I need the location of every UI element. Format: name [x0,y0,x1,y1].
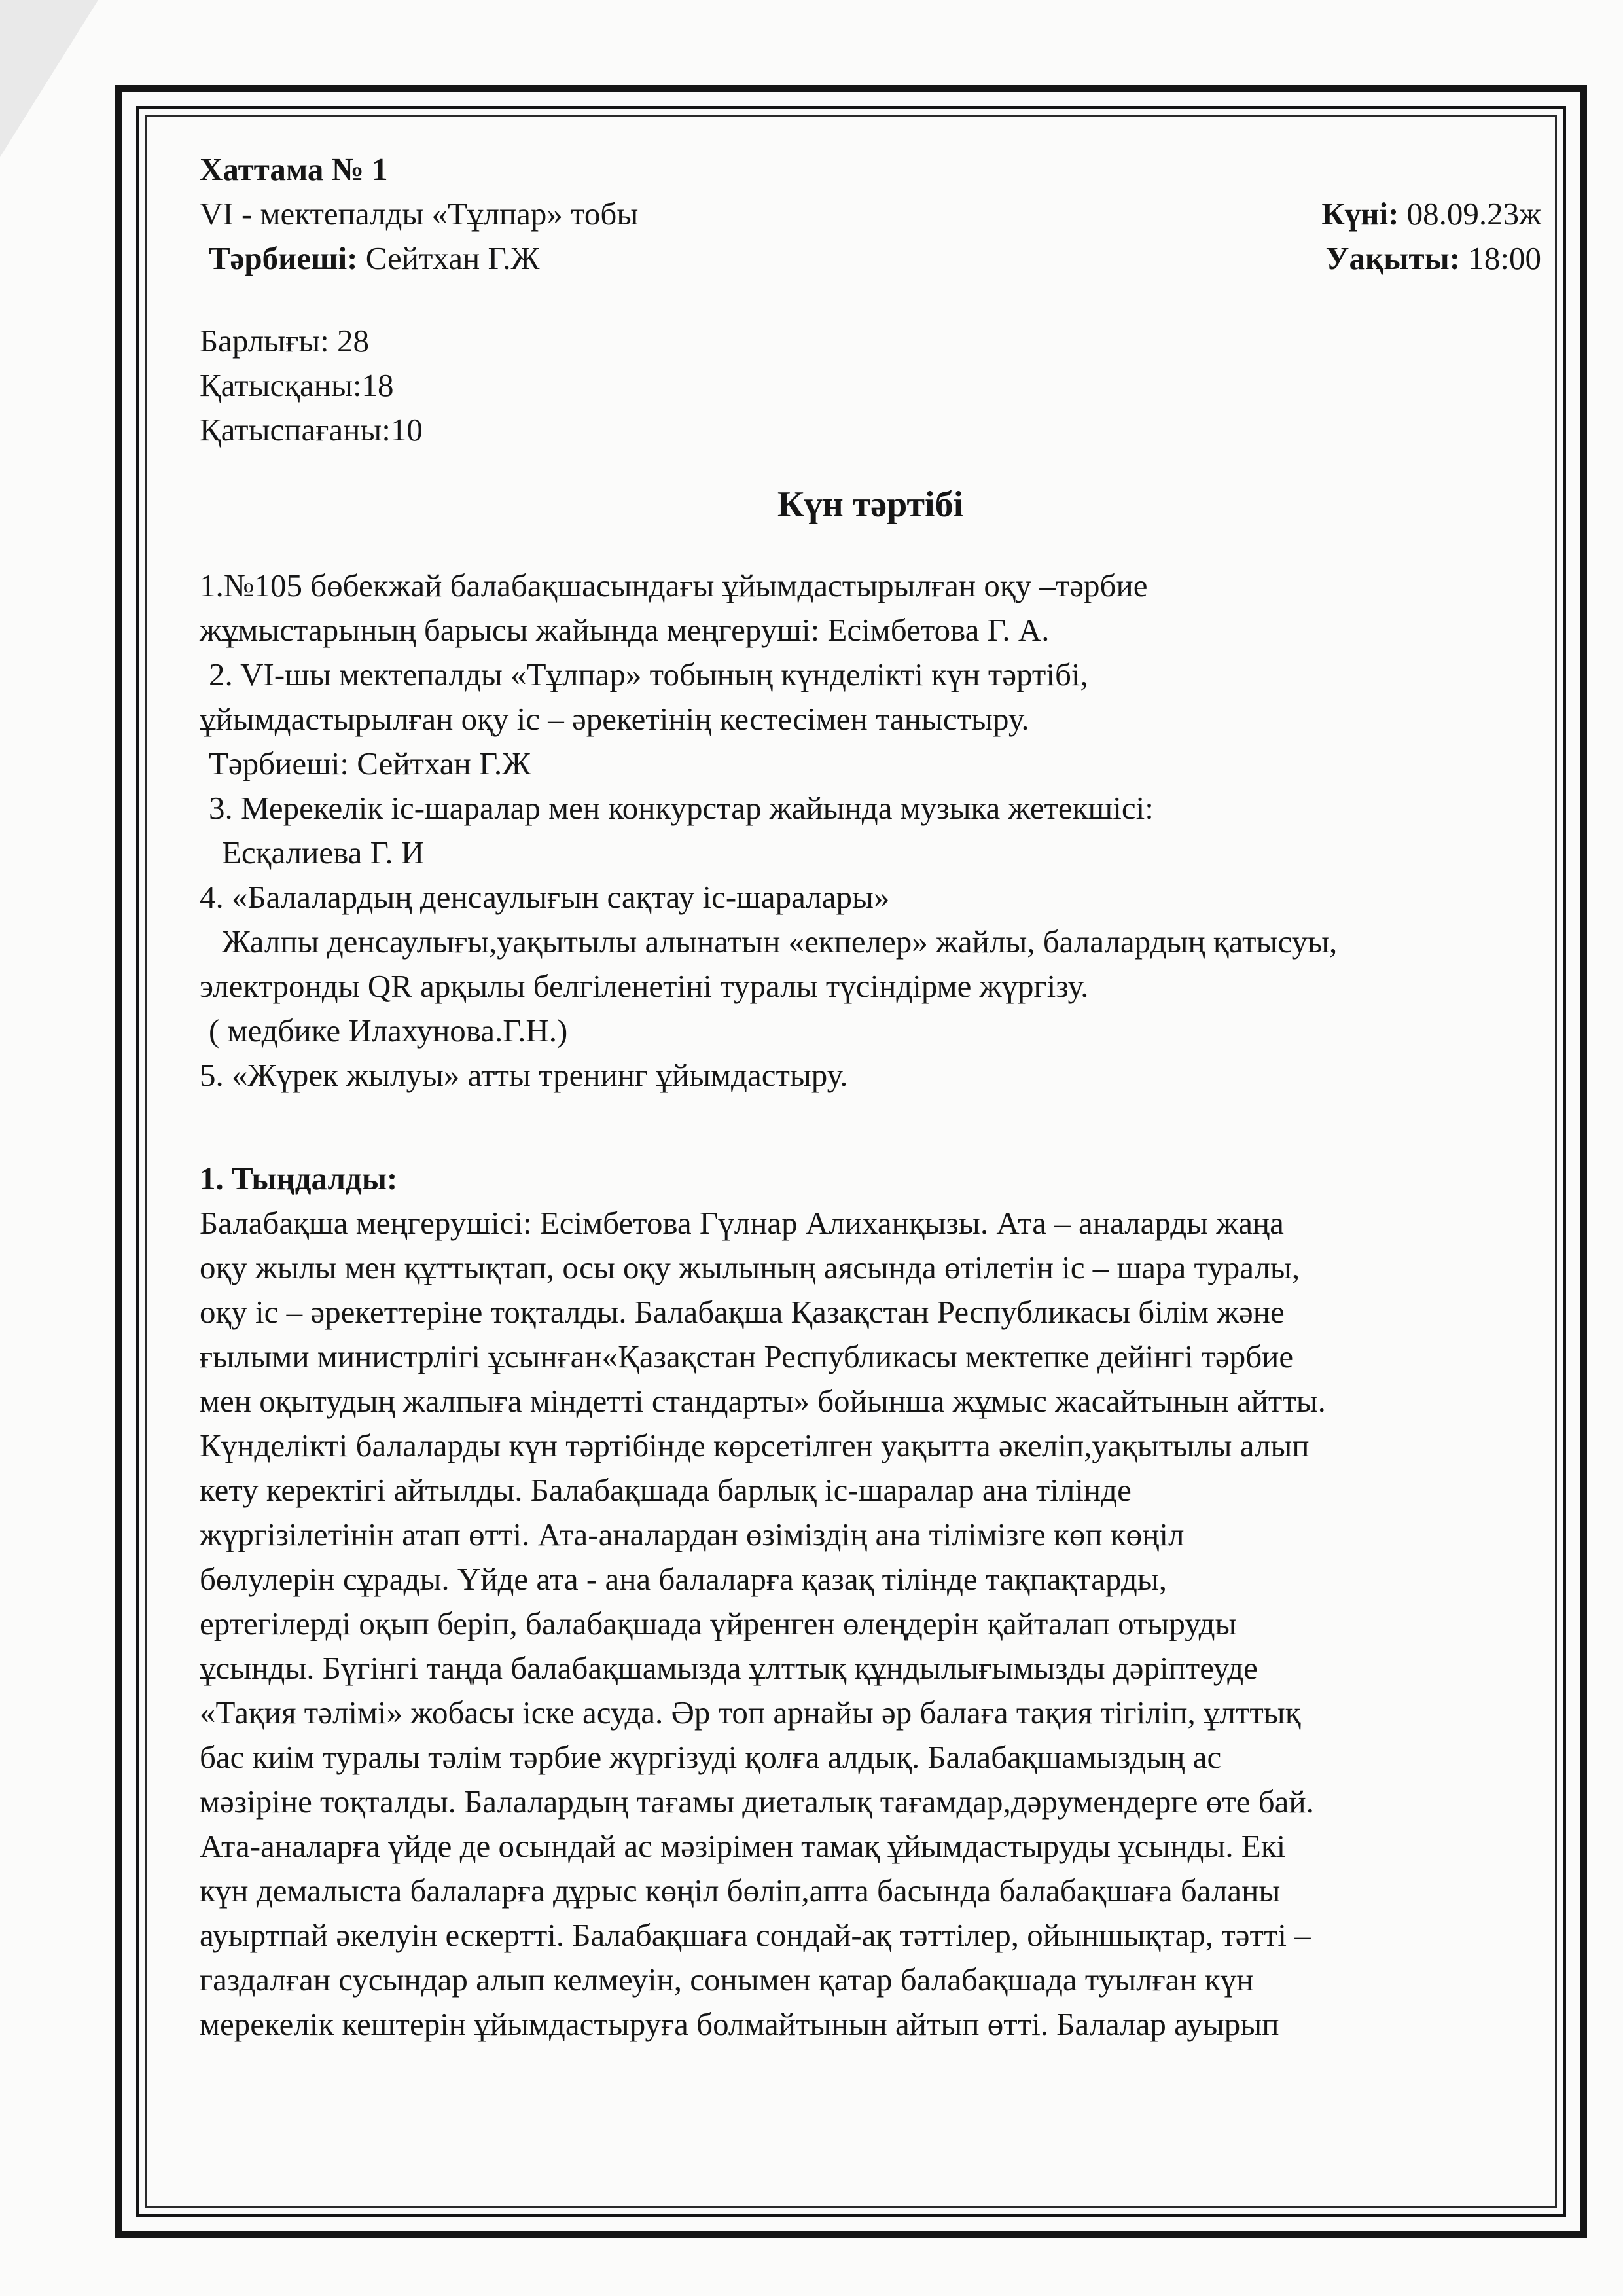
body-line: мерекелік кештерін ұйымдастыруға болмайтынын айтып өтті. Балалар ауырып [200,2006,1279,2042]
agenda-line: Есқалиева Г. И [222,834,425,870]
body-line: ертегілерді оқып беріп, балабақшада үйренген өлеңдерін қайталап отыруды [200,1605,1237,1641]
group-line: VI - мектепалды «Тұлпар» тобы [200,196,639,232]
agenda-line: 5. «Жүрек жылуы» атты тренинг ұйымдастыру. [200,1057,848,1093]
body-line: күн демалыста балаларға дұрыс көңіл бөліп,апта басында балабақшаға баланы [200,1873,1281,1909]
body-line: бөлулерін сұрады. Үйде ата - ана балаларға қазақ тілінде тақпақтарды, [200,1561,1167,1597]
attendance-total: Барлығы: 28 [200,323,369,359]
agenda-line: жұмыстарының барысы жайында меңгеруші: Есімбетова Г. А. [200,612,1050,648]
body-line: Балабақша меңгерушісі: Есімбетова Гүлнар Алиханқызы. Ата – аналарды жаңа [200,1205,1284,1241]
body-line: газдалған сусындар алып келмеуін, сонымен қатар балабақшада туылған күн [200,1962,1254,1998]
group-date-row [200,192,1541,236]
spacer [200,1098,1541,1157]
teacher-label: Тәрбиеші: [209,240,358,276]
agenda-line: ( медбике Илахунова.Г.Н.) [209,1013,568,1049]
section-heading: 1. Тыңдалды: [200,1160,398,1196]
body-line: «Тақия тәлімі» жобасы іске асуда. Әр топ арнайы әр балаға тақия тігіліп, ұлттық [200,1695,1301,1731]
agenda-line: 4. «Балалардың денсаулығын сақтау іс-шаралары» [200,879,890,915]
attendance-absent: Қатыспағаны:10 [200,412,423,448]
document-body [200,147,1541,2047]
agenda-line: Тәрбиеші: Сейтхан Г.Ж [209,745,531,781]
attendance-present: Қатысқаны:18 [200,367,394,403]
body-line: ғылыми министрлігі ұсынған«Қазақстан Республикасы мектепке дейінгі тәрбие [200,1338,1294,1374]
body-line: мен оқытудың жалпыға міндетті стандарты» бойынша жұмыс жасайтынын айтты. [200,1383,1326,1419]
protocol-title: Хаттама № 1 [200,151,388,187]
time-label: Уақыты: [1325,240,1461,276]
body-line: ауыртпай әкелуін ескертті. Балабақшаға сондай-ақ тәттілер, ойыншықтар, тәтті – [200,1917,1311,1953]
body-line: Күнделікті балаларды күн тәртібінде көрсетілген уақытта әкеліп,уақытылы алып [200,1427,1310,1463]
date-label: Күні: [1321,196,1399,232]
body-line: бас киім туралы тәлім тәрбие жүргізуді қолға алдық. Балабақшамыздың ас [200,1739,1222,1775]
time-block [1326,236,1541,281]
agenda-line: ұйымдастырылған оқу іс – әрекетінің кестесімен таныстыру. [200,701,1029,737]
body-line: жүргізілетінін атап өтті. Ата-аналардан өзіміздің ана тілімізге көп көңіл [200,1516,1185,1552]
agenda-line: 1.№105 бөбекжай балабақшасындағы ұйымдастырылған оқу –тәрбие [200,567,1148,603]
body-line: ұсынды. Бүгінгі таңда балабақшамызда ұлттық құндылығымызды дәріптеуде [200,1650,1258,1686]
body-line: мәзіріне тоқталды. Балалардың тағамы диеталық тағамдар,дәрумендерге өте бай. [200,1784,1314,1820]
body-line: оқу іс – әрекеттеріне тоқталды. Балабақша Қазақстан Республикасы білім және [200,1294,1285,1330]
teacher-value: Сейтхан Г.Ж [357,240,540,276]
body-line: оқу жылы мен құттықтап, осы оқу жылының аясында өтілетін іс – шара туралы, [200,1249,1300,1285]
date-block [1321,192,1541,236]
teacher-time-row [200,236,1541,281]
time-value: 18:00 [1460,240,1541,276]
body-line: кету керектігі айтылды. Балабақшада барлық іс-шаралар ана тілінде [200,1472,1132,1508]
body-line: Ата-аналарға үйде де осындай ас мәзірімен тамақ ұйымдастыруды ұсынды. Екі [200,1828,1286,1864]
agenda-line: Жалпы денсаулығы,уақытылы алынатын «екпелер» жайлы, балалардың қатысуы, [222,924,1338,960]
spacer [200,281,1541,319]
agenda-title: Күн тәртібі [777,484,964,525]
folded-page-corner [0,0,98,157]
date-value: 08.09.23ж [1399,196,1541,232]
agenda-line: электронды QR арқылы белгіленетіні туралы түсіндірме жүргізу. [200,968,1089,1004]
agenda-line: 3. Мерекелік іс-шаралар мен конкурстар жайында музыка жетекшісі: [209,790,1154,826]
agenda-line: 2. VI-шы мектепалды «Тұлпар» тобының күнделікті күн тәртібі, [209,656,1088,692]
